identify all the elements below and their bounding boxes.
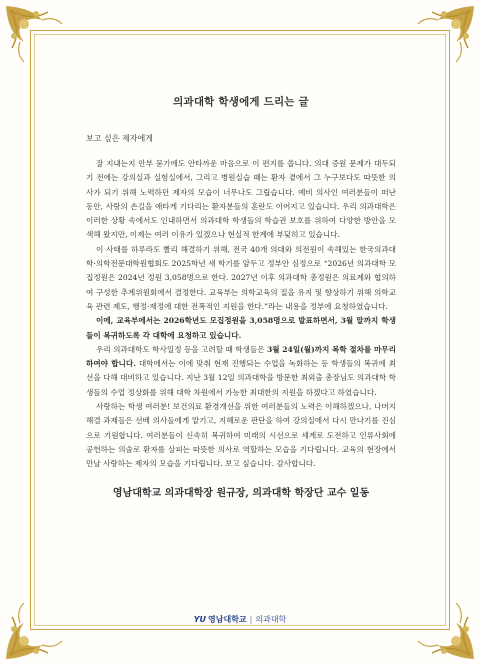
paragraph-3-deadline: 3월 24일(월)까지 복학 절차를 마무리하여야 합니다. <box>86 344 396 369</box>
college-name: 의과대학 <box>255 615 287 624</box>
letter-title: 의과대학 학생에게 드리는 글 <box>173 96 309 108</box>
letter-greeting: 보고 싶은 제자에게 <box>86 134 153 143</box>
yu-logo-mark: YU <box>193 615 207 624</box>
paragraph-1: 잘 지내는지 안부 묻기에도 안타까운 마음으로 이 편지를 씁니다. 의대 증원 문제가 대두되기 전에는 강의실과 실험실에서, 그리고 병원실습 때는 환자 곁에서 그 누구보다도 따뜻한 의사가 되기 위해 노력하던 제자의 모습이 너무나도 그립습니다. 예비 의사인 여러분들이 떠난 동안, 사랑의 손길을 애타게 기다리는 환자분들의 혼란도 이어지고 있습니다. 우리 의과대학은 이러한 상황 속에서도 인내하면서 의과대학 학생들의 학습권 보호를 위하여 다양한 방안을 모색해 왔지만, 이제는 여러 이유가 있겠으나 현실적 한계에 부딪히고 있습니다. <box>86 159 396 240</box>
paragraph-3-end: 대학에서는 이에 맞춰 현재 진행되는 수업을 녹화하는 등 학생들의 복귀에 최선을 다해 대비하고 있습니다. 지난 3월 12일 의과대학을 방문한 최외출 총장님도 의과대학 학생들의 수업 정상화를 위해 대학 차원에서 가능한 최대한의 지원을 하겠다고 하였습니다. <box>86 359 396 397</box>
university-logo-footer <box>0 614 480 625</box>
university-name: 영남대학교 <box>208 615 247 624</box>
paragraph-3 <box>86 343 396 400</box>
letter-body <box>86 94 396 499</box>
paragraph-3-start: 우리 의과대학도 학사일정 등을 고려할 때 학생들은 <box>96 344 267 354</box>
paragraph-bold-announcement: 이에, 교육부에서는 2026학년도 모집정원을 3,058명으로 발표하면서, 3월 말까지 학생들이 복귀하도록 각 대학에 요청하고 있습니다. <box>86 316 396 340</box>
letter-signature: 영남대학교 의과대학장 원규장, 의과대학 학장단 교수 일동 <box>112 487 370 499</box>
gold-floral-corner-icon <box>2 593 72 663</box>
gold-floral-corner-icon <box>408 593 478 663</box>
paragraph-2: 이 사태를 하루라도 빨리 해결하기 위해, 전국 40개 의대와 의전원이 속해있는 한국의과대학·의학전문대학원협회도 2025학년 새 학기를 앞두고 정부안 심정으로 “2026년 의과대학 모집정원은 2024년 정원 3,058명으로 한다. 2027년 이후 의과대학 총정원은 의료계와 협의하여 구성한 추계위원회에서 결정한다. 교육부는 의학교육의 질을 유지 및 향상하기 위해 의학교육 관련 제도, 행정·재정에 대한 전폭적인 지원을 한다.”라는 내용을 정부에 요청하였습니다. <box>86 244 396 311</box>
footer-separator: | <box>249 615 253 624</box>
paragraph-4: 사랑하는 학생 여러분! 보건의료 환경개선을 위한 여러분들의 노력은 이해하겠으나, 나머지 해결 과제들은 선배 의사들에게 맡기고, 지혜로운 판단을 하여 강의실에서 다시 만나기를 진심으로 기원합니다. 여러분들이 신속히 복귀하여 미래의 시선으로 세계로 도전하고 인류사회에 공헌하는 의술로 환자를 살피는 따뜻한 의사로 역할하는 모습을 기다립니다. 교육의 현장에서 만날 사랑하는 제자의 모습을 기다립니다. 보고 싶습니다. 감사합니다. <box>86 402 396 469</box>
gold-floral-corner-icon <box>408 2 478 72</box>
gold-floral-corner-icon <box>2 2 72 72</box>
